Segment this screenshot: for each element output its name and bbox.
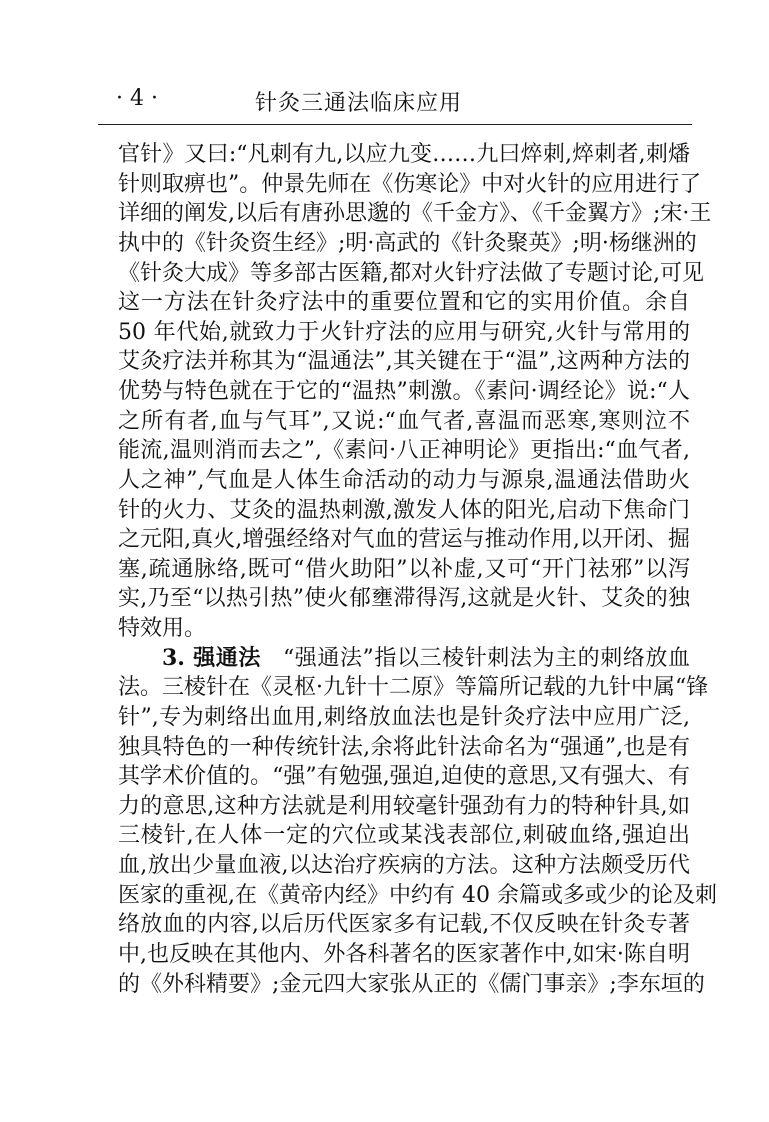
section-heading: 3. 强通法 <box>162 644 261 671</box>
text-line: 针则取痹也”。仲景先师在《伤寒论》中对火针的应用进行了 <box>118 171 702 197</box>
text-line: 独具特色的一种传统针法,余将此针法命名为“强通”,也是有 <box>118 734 690 760</box>
text-line: 塞,疏通脉络,既可“借火助阳”以补虚,又可“开门祛邪”以泻 <box>118 556 690 582</box>
body-text <box>118 140 717 999</box>
text-line: 实,乃至“以热引热”使火郁壅滞得泻,这就是火针、艾灸的独 <box>118 586 690 612</box>
text-line: 详细的阐发,以后有唐孙思邈的《千金方》、《千金翼方》;宋·王 <box>118 201 712 227</box>
text-line: 官针》又曰:“凡刺有九,以应九变……九曰焠刺,焠刺者,刺燔 <box>118 142 690 167</box>
text-line: 特效用。 <box>118 616 207 641</box>
text-line: 络放血的内容,以后历代医家多有记载,不仅反映在针灸专著 <box>118 912 690 938</box>
section-first-line <box>118 644 690 674</box>
text-line: 中,也反映在其他内、外各科著名的医家著作中,如宋·陈自明 <box>118 941 690 967</box>
text-line: 艾灸疗法并称其为“温通法”,其关键在于“温”,这两种方法的 <box>118 349 690 375</box>
text-line: 法。三棱针在《灵枢·九针十二原》等篇所记载的九针中属“锋 <box>118 675 709 701</box>
text-line: 针”,专为刺络出血用,刺络放血法也是针灸疗法中应用广泛, <box>118 704 690 730</box>
header-rule <box>98 124 692 125</box>
text-line: 血,放出少量血液,以达治疗疾病的方法。这种方法颇受历代 <box>118 853 690 878</box>
text-line: 人之神”,气血是人体生命活动的动力与源泉,温通法借助火 <box>118 467 690 493</box>
text-line: 之所有者,血与气耳”,又说:“血气者,喜温而恶寒,寒则泣不 <box>118 408 690 434</box>
text-line: 之元阳,真火,增强经络对气血的营运与推动作用,以开闭、掘 <box>118 527 690 553</box>
section-first-text: “强通法”指以三棱针刺法为主的刺络放血 <box>282 645 690 671</box>
text-line: 医家的重视,在《黄帝内经》中约有 40 余篇或多或少的论及刺 <box>118 882 717 908</box>
running-title: 针灸三通法临床应用 <box>255 91 463 116</box>
text-line: 其学术价值的。“强”有勉强,强迫,迫使的意思,又有强大、有 <box>118 764 690 790</box>
text-line: 这一方法在针灸疗法中的重要位置和它的实用价值。余自 <box>118 290 690 316</box>
text-line: 《针灸大成》等多部古医籍,都对火针疗法做了专题讨论,可见 <box>118 260 704 286</box>
text-line: 50 年代始,就致力于火针疗法的应用与研究,火针与常用的 <box>118 319 690 345</box>
text-line: 的《外科精要》;金元四大家张从正的《儒门事亲》;李东垣的 <box>118 971 705 997</box>
text-line: 能流,温则消而去之”,《素问·八正神明论》更指出:“血气者, <box>118 438 690 464</box>
page-number: · 4 · <box>116 86 158 111</box>
text-line: 优势与特色就在于它的“温热”刺激。《素问·调经论》说:“人 <box>118 379 690 404</box>
text-line: 三棱针,在人体一定的穴位或某浅表部位,刺破血络,强迫出 <box>118 823 690 849</box>
text-line: 针的火力、艾灸的温热刺激,激发人体的阳光,启动下焦命门 <box>118 497 690 523</box>
text-line: 力的意思,这种方法就是利用较毫针强劲有力的特种针具,如 <box>118 793 690 819</box>
text-line: 执中的《针灸资生经》;明·高武的《针灸聚英》;明·杨继洲的 <box>118 230 697 256</box>
